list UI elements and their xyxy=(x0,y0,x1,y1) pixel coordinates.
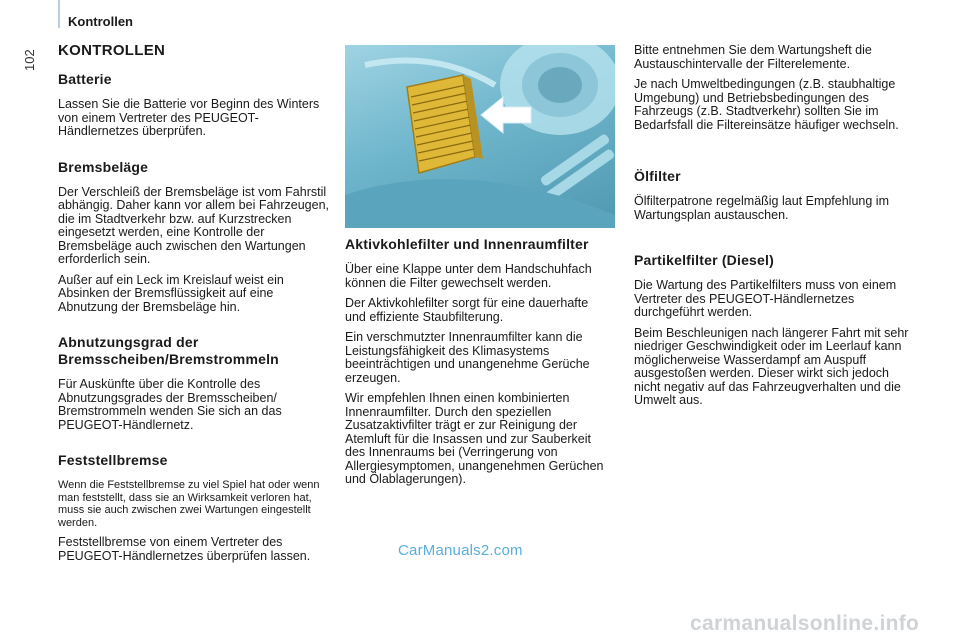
column-middle xyxy=(345,236,607,494)
watermark-footer: carmanualsonline.info xyxy=(690,612,920,635)
running-header: Kontrollen xyxy=(68,14,133,29)
filter-location-drawing xyxy=(345,45,615,228)
paragraph: Außer auf ein Leck im Kreislauf weist ein Absinken der Bremsflüssigkeit auf eine Abnutzung der Bremsbeläge hin. xyxy=(58,272,284,314)
paragraph: Beim Beschleunigen nach längerer Fahrt mit sehr niedriger Geschwindigkeit oder im Leerlauf kann möglicherweise Wasserdampf am Auspuff ausgestoßen werden. Dieser wirkt sich jedoch nicht negativ auf das Fahrzeugverhalten und die Umwelt aus. xyxy=(634,325,909,407)
paragraph: Wenn die Feststellbremse zu viel Spiel hat oder wenn man feststellt, dass sie an Wirksamkeit verloren hat, muss sie auch zwischen zwei Wartungen eingestellt werden. xyxy=(58,479,320,529)
paragraph: Der Verschleiß der Bremsbeläge ist vom Fahrstil abhängig. Daher kann vor allem bei Fahrzeugen, die im Stadtverkehr bzw. auf Kurzstrecken eingesetzt werden, eine Kontrolle der Bremsbeläge auch zwischen den Wartungen erforderlich sein. xyxy=(58,184,330,266)
paragraph: Die Wartung des Partikelfilters muss von einem Vertreter des PEUGEOT-Händlernetzes durchgeführt werden. xyxy=(634,278,897,319)
paragraph: Lassen Sie die Batterie vor Beginn des Winters von einem Vertreter des PEUGEOT-Händlernetzes überprüfen. xyxy=(58,97,320,138)
section-filter-intervals xyxy=(634,44,914,132)
paragraph: Über eine Klappe unter dem Handschuhfach können die Filter gewechselt werden. xyxy=(345,262,592,290)
page-title: KONTROLLEN xyxy=(58,42,166,59)
section-heading-feststellbremse: Feststellbremse xyxy=(58,452,168,468)
paragraph: Bitte entnehmen Sie dem Wartungsheft die Austauschintervalle der Filterelemente. xyxy=(634,43,872,71)
paragraph: Ölfilterpatrone regelmäßig laut Empfehlung im Wartungsplan austauschen. xyxy=(634,194,889,222)
header-accent-bar xyxy=(58,0,60,28)
page-number: 102 xyxy=(22,49,37,71)
section-partikelfilter xyxy=(634,252,914,408)
column-left xyxy=(58,40,330,583)
section-heading-abnutzung: Abnutzungsgrad der Bremsscheiben/Bremstrommeln xyxy=(58,334,279,367)
section-heading-batterie: Batterie xyxy=(58,71,112,87)
section-batterie xyxy=(58,71,330,139)
section-heading-oelfilter: Ölfilter xyxy=(634,168,681,184)
section-heading-bremsbelaege: Bremsbeläge xyxy=(58,158,149,175)
watermark-link[interactable]: CarManuals2.com xyxy=(398,542,523,559)
section-feststellbremse xyxy=(58,452,330,563)
paragraph: Wir empfehlen Ihnen einen kombinierten Innenraumfilter. Durch den speziellen Zusatzaktivfilter trägt er zur Reinigung der Atemluft für die Insassen und zur Sauberkeit des Innenraums bei (Verringerung von Allergiesymptomen, unangenehmen Gerüchen und Ölablagerungen). xyxy=(345,391,604,486)
cabin-filter xyxy=(407,75,483,173)
section-heading-partikelfilter: Partikelfilter (Diesel) xyxy=(634,252,774,268)
section-heading-aktivkohlefilter: Aktivkohlefilter und Innenraumfilter xyxy=(345,236,589,252)
section-bremsbelaege xyxy=(58,159,330,315)
paragraph: Der Aktivkohlefilter sorgt für eine dauerhafte und effiziente Staubfilterung. xyxy=(345,296,589,324)
filter-illustration xyxy=(345,45,615,228)
section-oelfilter xyxy=(634,168,914,222)
column-right xyxy=(634,44,914,428)
paragraph: Feststellbremse von einem Vertreter des PEUGEOT-Händlernetzes überprüfen lassen. xyxy=(58,535,311,563)
paragraph: Für Auskünfte über die Kontrolle des Abnutzungsgrades der Bremsscheiben/ Bremstrommeln wenden Sie sich an das PEUGEOT-Händlernetz. xyxy=(58,377,282,432)
paragraph: Je nach Umweltbedingungen (z.B. staubhaltige Umgebung) und Betriebsbedingungen des Fahrzeugs (z.B. Stadtverkehr) sollten Sie im Bedarfsfall die Filtereinsätze häufiger wechseln. xyxy=(634,77,899,132)
section-abnutzung xyxy=(58,334,330,432)
paragraph: Ein verschmutzter Innenraumfilter kann die Leistungsfähigkeit des Klimasystems beeinträchtigen und unangenehme Gerüche erzeugen. xyxy=(345,330,590,385)
